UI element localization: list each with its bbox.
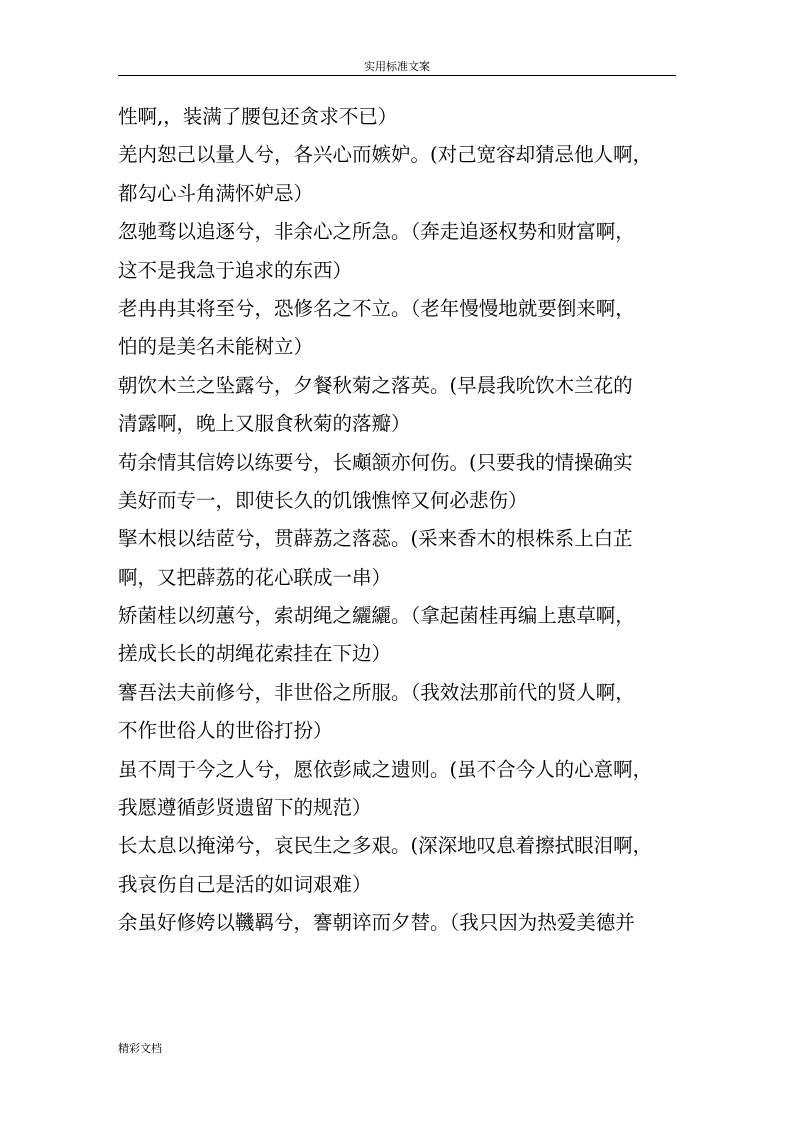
document-body [118, 98, 678, 943]
text-line: 虽不周于今之人兮，愿依彭咸之遗则。(虽不合今人的心意啊， [118, 757, 653, 781]
text-line: 不作世俗人的世俗打扮） [118, 719, 333, 743]
text-line: 謇吾法夫前修兮，非世俗之所服。（我效法那前代的贤人啊， [118, 680, 635, 704]
text-line: 羌内恕己以量人兮，各兴心而嫉妒。(对己宽容却猜忌他人啊， [118, 143, 653, 167]
text-line: 怕的是美名未能树立） [118, 335, 314, 359]
header-divider [118, 75, 676, 76]
text-line: 掔木根以结茝兮，贯薜荔之落蕊。(采来香木的根株系上白芷 [118, 527, 633, 551]
text-line: 长太息以掩涕兮，哀民生之多艰。(深深地叹息着擦拭眼泪啊， [118, 834, 653, 858]
text-line: 性啊,，装满了腰包还贪求不已） [118, 105, 398, 128]
text-line: 我愿遵循彭贤遗留下的规范） [118, 796, 372, 820]
text-line: 忽驰骛以追逐兮，非余心之所急。（奔走追逐权势和财富啊， [118, 220, 635, 244]
text-line: 清露啊，晚上又服食秋菊的落瓣） [118, 412, 411, 436]
text-line: 老冉冉其将至兮，恐修名之不立。（老年慢慢地就要倒来啊， [118, 296, 635, 320]
text-line: 我哀伤自己是活的如词艰难） [118, 872, 372, 896]
text-line: 美好而专一，即使长久的饥饿憔悴又何必悲伤） [118, 488, 528, 512]
text-line: 搓成长长的胡绳花索挂在下边） [118, 642, 392, 666]
text-line: 这不是我急于追求的东西） [118, 258, 353, 282]
page-header: 实用标准文案 [364, 60, 430, 73]
text-line: 啊，又把薜荔的花心联成一串） [118, 565, 392, 589]
text-line: 朝饮木兰之坠露兮，夕餐秋菊之落英。(早晨我吮饮木兰花的 [118, 373, 633, 397]
text-line: 苟余情其信姱以练要兮，长顑颔亦何伤。(只要我的情操确实 [118, 450, 633, 474]
text-line: 余虽好修姱以鞿羁兮，謇朝谇而夕替。（我只因为热爱美德并 [118, 911, 635, 935]
text-line: 都勾心斗角满怀妒忌） [118, 181, 314, 205]
page-footer: 精彩文档 [118, 1042, 162, 1055]
text-line: 矫菌桂以纫蕙兮，索胡绳之纚纚。（拿起菌桂再编上惠草啊， [118, 604, 635, 628]
